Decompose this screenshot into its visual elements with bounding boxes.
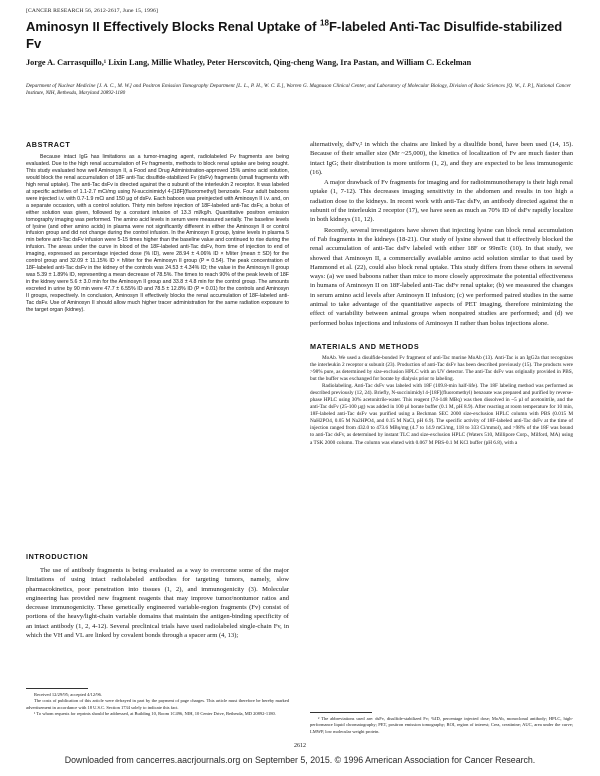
introduction-section — [26, 566, 289, 640]
publication-costs-footnote: The costs of publication of this article were defrayed in part by the payment of page charges. This article must therefore be hereby marked advertisement in accordance with 18 U.S.C. Section 1734 solely to indicate this fact. — [26, 698, 289, 710]
download-notice: Downloaded from cancerres.aacrjournals.org on September 5, 2015. © 1996 American Association for Cancer Research. — [64, 755, 536, 765]
title-part-1: Aminosyn II Effectively Blocks Renal Uptake of — [26, 19, 321, 34]
right-paragraph-1: alternatively, dsFv,² in which the chains are linked by a disulfide bond, have been used (14, 15). Because of their smaller size (Mr ~25,000), the kinetics of localization of Fv are much faster than intact IgG; their distribution is more uniform (1, 2), and they are expected to be less immunogenic (16). — [310, 141, 573, 176]
right-paragraph-2: A major drawback of Fv fragments for imaging and for radioimmunotherapy is their high renal uptake (1, 7-12). This decreases imaging sensitivity in the abdomen and results in too high a radiation dose to the kidneys. In recent work with anti-Tac dsFv, an antibody directed against the α subunit of the interleukin 2 receptor (17), we have seen as much as 70% ID of dsFv rapidly localize in both kidneys (11, 12). — [310, 179, 573, 224]
author-affiliations: Department of Nuclear Medicine [J. A. C., M. W.] and Positron Emission Tomography Department [L. L., P. H., W. C. E.], Warren G. Magnuson Clinical Center, and Laboratory of Molecular Biology, Division of Basic Sciences [Q. W., I. P.], National Cancer Institute, NIH, Bethesda, Maryland 20892-1180 — [26, 83, 571, 97]
abstract-text: Because intact IgG has limitations as a tumor-imaging agent, radiolabeled Fv fragments are being evaluated. Due to the high renal accumulation of Fv fragments, methods to block renal uptake are being sought. This study evaluated how well Aminosyn II, a Food and Drug Administration-approved 15% amino acid solution, would block the renal accumulation of 18F anti-Tac disulfide-stabilized Fv (dsFv) fragments (small fragments with high renal uptake). The anti-Tac dsFv is directed against the α subunit of the interleukin 2 receptor. It was labeled at specific activities of 1.1-2.7 mCi/mg using N-succinimidyl 4-[18F](fluoromethyl) benzoate. Four adult baboons were injected i.v. with 0.7-1.9 mCi and 150 µg of dsFv. Each baboon was preinjected with Aminosyn II i.v. and, on a separate occasion, with a control solution. Thirty min before injection of 18F-labeled anti-Tac dsFv, a bolus of either solution was given, followed by a constant infusion of 13.3 ml/kg/h. Quantitative positron emission tomography imaging was performed. The amino acid levels in serum were measured serially. The baseline levels of lysine (and other amino acids) in plasma were not significantly different in either the Aminosyn II or control infusion group and did not change during the control infusion. In the Aminosyn II group, lysine levels in plasma 5 min before anti-Tac dsFv infusion were 5-15 times higher than the baseline value and continued to rise during the infusion. The areas under the curve in blood of the 18F-labeled anti-Tac dsFv, from time of injection to end of imaging, expressed as percentage injected dose (% ID), were 28.94 ± 4.06% ID × h/liter (mean ± SD) for the control group and 32.09 ± 11.15% ID × h/liter for the Aminosyn II group (P = 0.54). The peak concentration of 18F-labeled anti-Tac dsFv in the kidney of the controls was 24.53 ± 4.34% ID; the value in the Aminosyn II group was 5.39 ± 1.89% ID, representing a mean decrease of 78.5%. The times to reach 90% of the peak levels of 18F in the kidney were 5.6 ± 3.0 min for the Aminosyn II group and 33.8 ± 4.8 min for the control group. The amounts excreted in urine by 90 min were 47.7 ± 6.55% ID and 78.5 ± 12.8% ID (P = 0.01) for the controls and Aminosyn II groups, respectively. In conclusion, Aminosyn II effectively blocks the renal accumulation of 18F-labeled anti-Tac dsFv. Use of Aminosyn II should allow much higher tracer administration for the same radiation exposure to the target organ (kidney). — [26, 154, 289, 313]
introduction-continued — [310, 140, 573, 328]
title-superscript: 18 — [320, 18, 329, 28]
left-footnotes — [26, 692, 289, 717]
introduction-text: The use of antibody fragments is being evaluated as a way to overcome some of the major limitations of using intact radiolabeled antibodies for targeting tumors, namely, slow pharmacokinetics, poor penetration into tissues (1, 2), and immunogenicity (3). Molecular engineering has provided new fragment reagents that may improve tumor/nontumor ratios and decrease immunogenicity. These genetically engineered variable-region fragments (Fv) consist of portions of the heavy/light-chain variable domains that maintain the antigen-binding specificity of an intact antibody (1, 2, 4-12). Several preclinical trials have used radiolabeled single-chain Fv, in which the VH and VL are linked by covalent bonds through a spacer arm (4, 13); — [26, 567, 289, 640]
methods-moab-paragraph: MoAb. We used a disulfide-bonded Fv fragment of anti-Tac murine MoAb (13). Anti-Tac is an IgG2a that recognizes the interleukin 2 receptor α subunit (23). Production of anti-Tac dsFv has been described previously (15). The products were >98% pure, as determined by size-exclusion HPLC with an UV detector. The anti-Tac dsFv was originally provided in PBS, but the buffer was exchanged for borate by dialysis prior to labeling. — [310, 354, 573, 383]
abbreviations-footnote: ² The abbreviations used are: dsFv, disulfide-stabilized Fv; %ID, percentage injected dose; MoAb, monoclonal antibody; HPLC, high-performance liquid chromatography; PET, positron emission tomography; ROI, region of interest; Crea, creatinine; AUC, area under the curve; LMWP, low molecular weight protein. — [310, 716, 573, 734]
right-paragraph-3: Recently, several investigators have shown that injecting lysine can block renal accumulation of Fab fragments in the kidneys (18-21). Our study of lysine showed that it effectively blocked the renal accumulation of anti-Tac dsFv labeled with either 18F or 99mTc (10). In that study, we showed that Aminosyn II, a commercially available amino acid solution similar to that used by Hammond et al. (22), could also block renal uptake. This study differs from these others in several ways: (a) we used baboons rather than mice to more closely approximate the potential effectiveness in humans of Aminosyn II on 18F-labeled anti-Tac dsFv renal uptake; (b) we measured the changes in serum amino acid levels after Aminosyn II infusion; (c) we performed paired studies in the same animal to take advantage of the quantitative aspects of PET imaging, therefore minimizing the effect of variability between animal groups when nonpaired studies are performed; and (d) we performed bolus injections and infusions of Aminosyn II rather than bolus injections alone. — [310, 226, 573, 327]
page-number: 2612 — [294, 743, 306, 749]
received-date-footnote: Received 12/29/95; accepted 4/12/96. — [34, 692, 102, 697]
right-column — [310, 140, 573, 447]
article-title — [26, 18, 566, 52]
title-part-2: F-labeled Anti-Tac Disulfide-stabilized Fv — [26, 19, 563, 51]
abstract-heading: ABSTRACT — [26, 140, 71, 149]
abstract-section — [26, 140, 289, 314]
introduction-heading: INTRODUCTION — [26, 552, 89, 561]
footnote-divider-right — [310, 712, 372, 713]
author-list: Jorge A. Carrasquillo,¹ Lixin Lang, Millie Whatley, Peter Herscovitch, Qing-cheng Wang, Ira Pastan, and William C. Eckelman — [26, 58, 472, 67]
methods-radiolabeling-paragraph: Radiolabeling. Anti-Tac dsFv was labeled with 18F (109.8-min half-life). The 18F labeling method was performed as described previously (12, 24). Briefly, N-succinimidyl 4-[18F](fluoromethyl) benzoate was prepared and purified by reverse-phase HPLC using 30% acetonitrile-water. This reagent (74-148 MBq) was then dissolved in ~5 µl of acetonitrile, and the anti-Tac dsFv (25-100 µg) was added in 100 µl borate buffer (0.1 M, pH 8.9). After reacting at room temperature for 10 min, 18F-labeled anti-Tac dsFv was purified using a Beckman SEC 2000 size-exclusion HPLC column with PBS (0.015 M NaH2PO4, 0.05 M Na2HPO4, and 0.15 M NaCl, pH 6.9). The specific activity of 18F-labeled anti-Tac dsFv at the time of injection ranged from 432.0 to 473.6 MBq/mg (4.7 to 14.9 mCi/mg, 118 to 333 Ci/mmol), and >98% of the 18F was bound to anti-Tac dsFv, as determined by instant TLC and size-exclusion HPLC (Waters 510, Millipore Corp., Milford, MA) using a TSK 2000 column. The column was eluted with 0.067 M PBS-0.1 M KCl buffer (pH 6.8), with a — [310, 383, 573, 446]
right-footnotes — [310, 716, 573, 735]
methods-heading: MATERIALS AND METHODS — [310, 341, 420, 351]
journal-citation-header: [CANCER RESEARCH 56, 2612-2617, June 15, 1996] — [26, 8, 158, 14]
footnote-divider-left — [26, 688, 88, 689]
reprint-requests-footnote: ¹ To whom requests for reprints should be addressed, at Building 10, Room 1C496, NIH, 10 Center Drive, Bethesda, MD 20892-1180. — [34, 710, 276, 716]
methods-section — [310, 355, 573, 447]
